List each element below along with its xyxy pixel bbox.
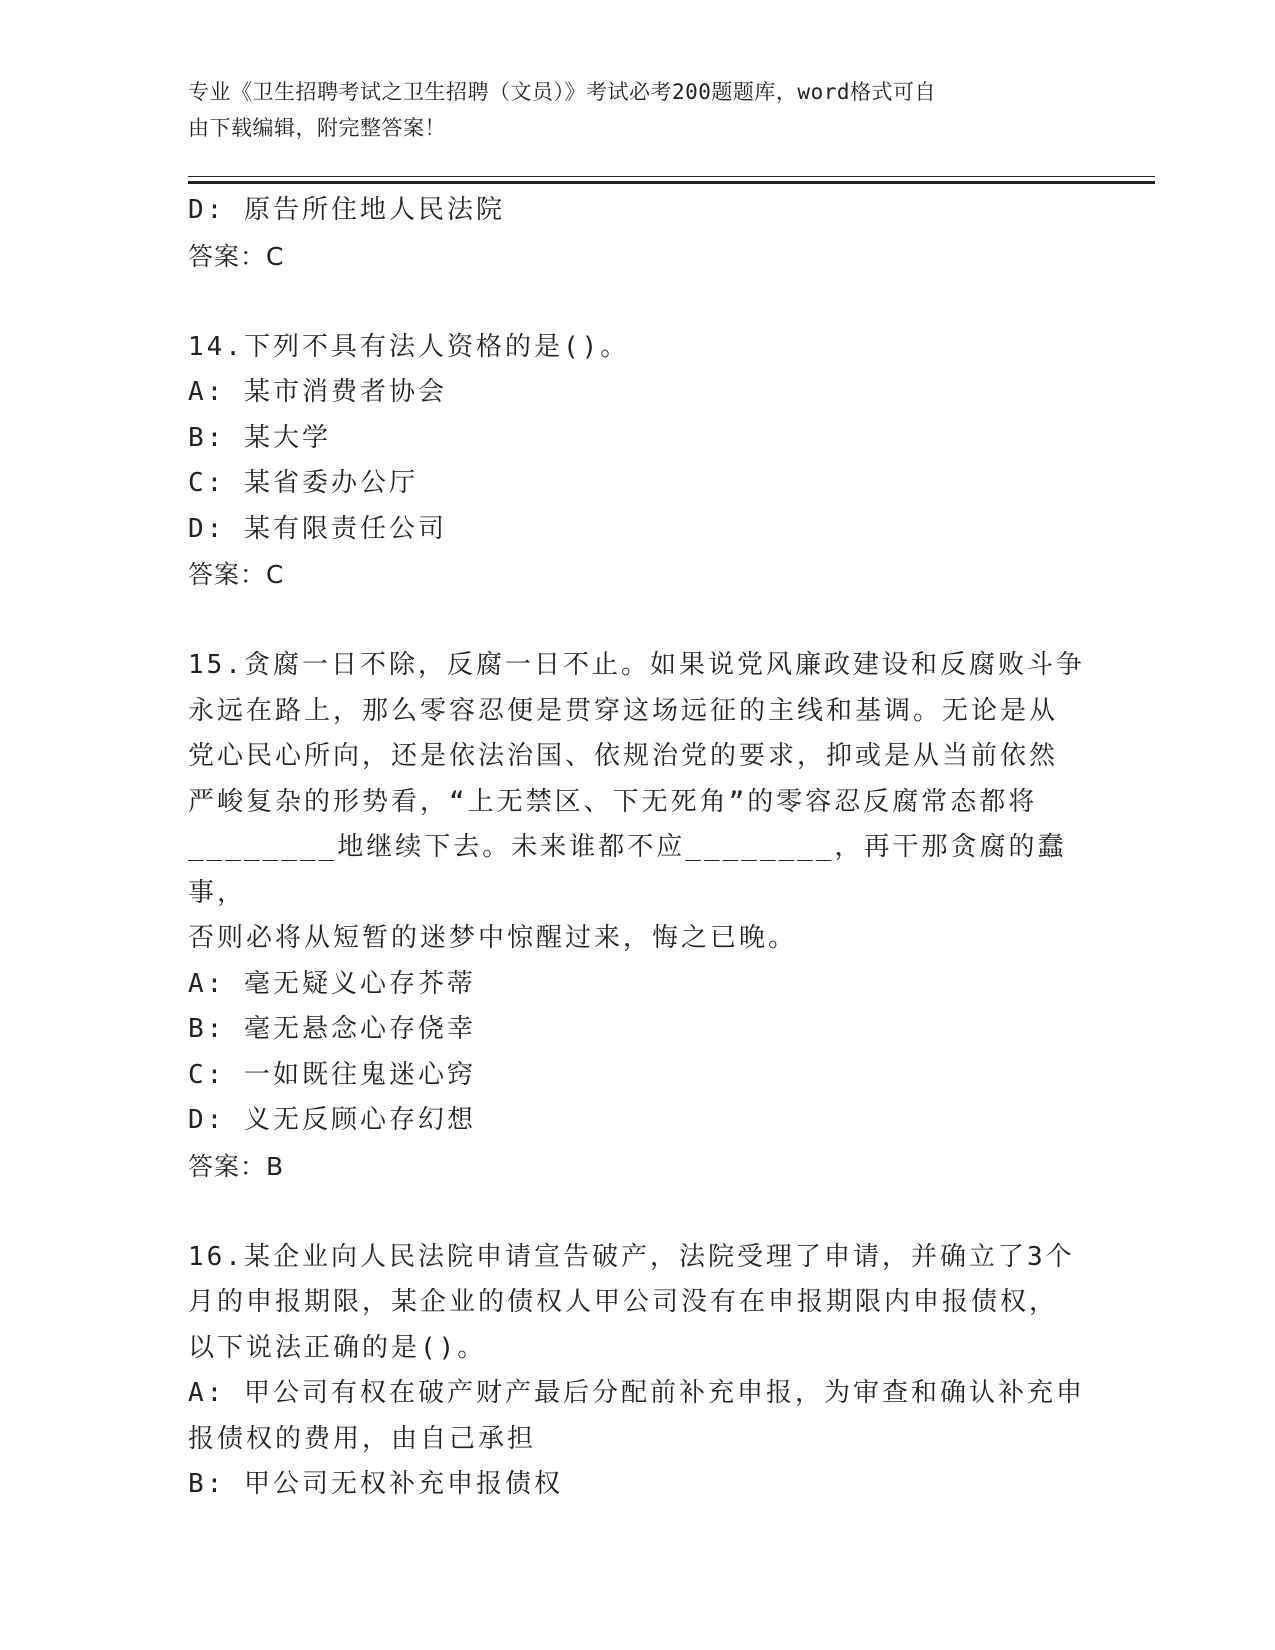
question-stem-line: 16.某企业向人民法院申请宣告破产，法院受理了申请，并确立了3个 <box>188 1241 1075 1272</box>
question-14 <box>188 325 1088 598</box>
question-stem-line: 15.贪腐一日不除，反腐一日不止。如果说党风廉政建设和反腐败斗争 <box>188 650 1085 680</box>
answer-line: 答案：C <box>188 241 285 271</box>
option-b: B: 甲公司无权补充申报债权 <box>188 1469 563 1499</box>
question-stem-line: 月的申报期限，某企业的债权人甲公司没有在申报期限内申报债权， <box>188 1287 1059 1317</box>
question-stem-line: 永远在路上，那么零容忍便是贯穿这场远征的主线和基调。无论是从 <box>188 695 1059 726</box>
question-16 <box>188 1235 1088 1508</box>
header-line-1: 专业《卫生招聘考试之卫生招聘（文员）》考试必考200题题库，word格式可自 <box>188 80 936 104</box>
header-divider-thick <box>188 181 1155 184</box>
option-d: D: 某有限责任公司 <box>188 513 447 544</box>
question-15 <box>188 643 1088 1189</box>
option-d: D: 义无反顾心存幻想 <box>188 1105 476 1135</box>
question-content <box>188 188 1088 1508</box>
question-stem-line: 党心民心所向，还是依法治国、依规治党的要求，抑或是从当前依然 <box>188 741 1059 771</box>
spacer <box>188 1189 1088 1235</box>
answer-line: 答案：B <box>188 1151 285 1181</box>
option-b: B: 毫无悬念心存侥幸 <box>188 1014 476 1044</box>
option-c: C: 一如既往鬼迷心窍 <box>188 1059 476 1090</box>
previous-question-tail <box>188 188 1088 279</box>
answer-line: 答案：C <box>188 560 285 589</box>
question-stem-line: 否则必将从短暂的迷梦中惊醒过来，悔之已晚。 <box>188 923 798 953</box>
document-header <box>188 74 1068 146</box>
header-divider-thin <box>188 176 1155 177</box>
option-a: A: 某市消费者协会 <box>188 377 447 407</box>
option-a-continuation: 报债权的费用，由自己承担 <box>188 1423 537 1454</box>
option-b: B: 某大学 <box>188 422 331 453</box>
header-line-2: 由下载编辑，附完整答案！ <box>188 116 446 140</box>
question-stem: 14.下列不具有法人资格的是()。 <box>188 331 630 362</box>
question-stem-line: ________地继续下去。未来谁都不应________，再干那贪腐的蠢事， <box>188 832 1067 908</box>
spacer <box>188 598 1088 644</box>
option-a: A: 毫无疑义心存芥蒂 <box>188 968 476 999</box>
option-c: C: 某省委办公厅 <box>188 468 418 498</box>
spacer <box>188 279 1088 325</box>
question-stem-line: 以下说法正确的是()。 <box>188 1332 487 1363</box>
option-a: A: 甲公司有权在破产财产最后分配前补充申报，为审查和确认补充申 <box>188 1378 1085 1408</box>
question-stem-line: 严峻复杂的形势看，“上无禁区、下无死角”的零容忍反腐常态都将 <box>188 786 1038 817</box>
option-d: D: 原告所住地人民法院 <box>188 195 505 225</box>
